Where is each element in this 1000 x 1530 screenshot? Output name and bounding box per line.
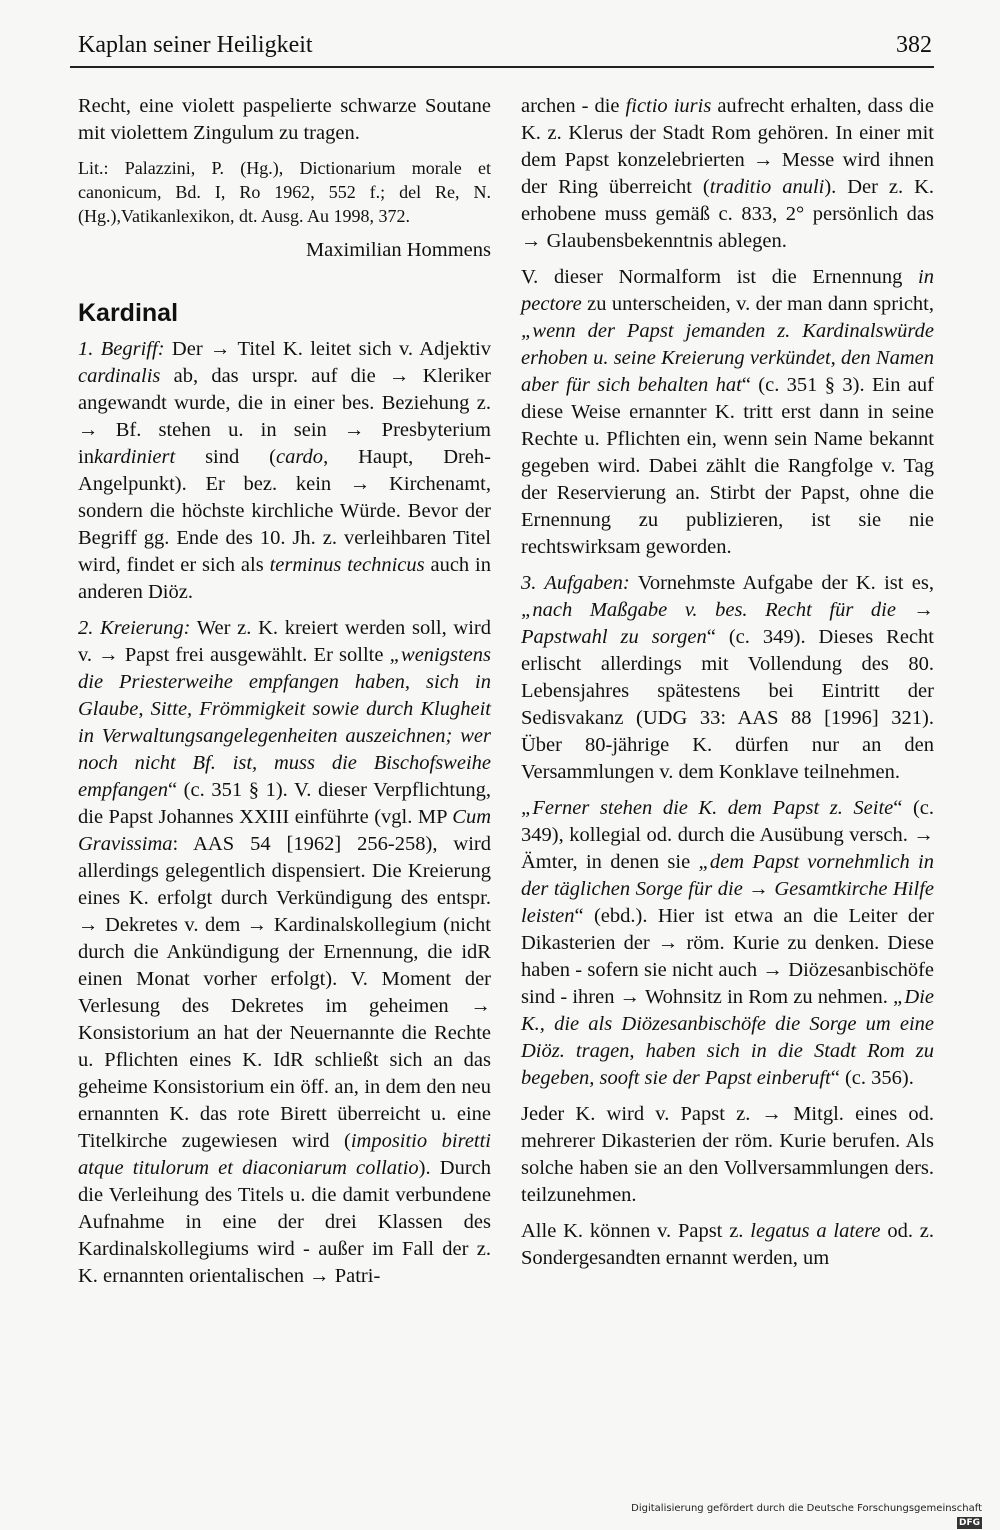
italic-term: kardiniert xyxy=(93,446,176,468)
text-run: archen - die xyxy=(521,95,626,117)
text-run: “ (ebd.). Hier ist etwa an die Leiter der Dikasterien der → röm. Kurie zu denken. Diese haben - sofern sie nicht auch → Diözesanbischöfe sind - ihren → Wohnsitz in Rom zu nehmen. xyxy=(521,905,934,1008)
header-rule xyxy=(70,66,934,68)
literature-reference: Lit.: Palazzini, P. (Hg.), Dictionarium morale et canonicum, Bd. I, Ro 1962, 552 f.; del Re, N. (Hg.),Vatikanlexikon, dt. Ausg. Au 1998, 372. xyxy=(78,158,491,226)
section-heading: 3. Aufgaben: xyxy=(521,572,630,594)
entry-title: Kardinal xyxy=(78,299,179,327)
italic-quote: „wenigstens die Priesterweihe empfangen haben, sich in Glaube, Sitte, Frömmigkeit sowie durch Klugheit in Verwaltungsangelegenheiten auszeichnen; wer noch nicht Bf. ist, muss die Bischofsweihe empfangen xyxy=(78,644,491,801)
italic-quote: „Ferner stehen die K. dem Papst z. Seite xyxy=(521,797,894,819)
paragraph xyxy=(521,93,934,255)
text-run: od. z. Sondergesandten ernannt werden, um xyxy=(521,1220,935,1269)
paragraph: Jeder K. wird v. Papst z. → Mitgl. eines od. mehrerer Dikasterien der röm. Kurie berufen. Als solche haben sie an den Vollversammlungen ders. teilzunehmen. xyxy=(521,1103,934,1206)
author-name: Maximilian Hommens xyxy=(305,239,491,261)
italic-term: traditio anuli xyxy=(709,176,825,198)
italic-term: cardinalis xyxy=(78,365,161,387)
text-run: “ (c. 349). Dieses Recht erlischt allerdings mit Vollendung des 80. Lebensjahres spätestens bei Eintritt der Sedisvakanz (UDG 33: AAS 88 [1996] 321). Über 80-jährige K. dürfen nur an den Versammlungen v. dem Konklave teilnehmen. xyxy=(521,626,934,783)
text-run: , Haupt, Dreh- Angelpunkt). Er bez. kein → Kirchenamt, sondern die höchste kirchliche Würde. Bevor der Begriff gg. Ende des 10. Jh. z. verleihbaren Titel wird, findet er sich als xyxy=(78,446,492,576)
paragraph xyxy=(521,264,934,561)
italic-quote: „wenn der Papst jemanden z. Kardinalswürde erhoben u. seine Kreierung verkündet, den Namen aber für sich behalten hat xyxy=(521,320,934,396)
text-run: “ (c. 349), kollegial od. durch die Ausübung versch. → Ämter, in denen sie xyxy=(521,797,934,873)
text-run: sind ( xyxy=(175,446,276,468)
italic-term: cardo xyxy=(275,446,324,468)
paragraph xyxy=(521,1218,934,1272)
section-heading: 2. Kreierung: xyxy=(78,617,191,639)
text-run: “ (c. 351 § 1). V. dieser Verpflichtung, die Papst Johannes XXIII einführte (vgl. MP xyxy=(78,779,491,828)
text-run: Wer z. K. kreiert werden soll, wird v. → Papst frei ausgewählt. Er sollte xyxy=(78,617,491,666)
section-kreierung xyxy=(78,615,491,1290)
page-number: 382 xyxy=(896,32,932,58)
text-run: ab, das urspr. auf die → Kleriker angewandt wurde, die in einer bes. Beziehung z. → Bf. stehen u. in sein → Presbyterium in xyxy=(78,365,491,468)
italic-term: impositio biretti atque titulorum et diaconiarum collatio xyxy=(78,1130,491,1179)
italic-quote: „dem Papst vornehmlich in der täglichen Sorge für die → Gesamtkirche Hilfe leisten xyxy=(521,851,935,927)
text-run: auch in anderen Diöz. xyxy=(78,554,491,603)
right-column xyxy=(521,93,934,1272)
italic-term: Cum Gravissima xyxy=(78,806,491,855)
section-aufgaben xyxy=(521,570,934,786)
text-run: Der → Titel K. leitet sich v. Adjektiv xyxy=(164,338,492,360)
section-heading: 1. Begriff: xyxy=(78,338,165,360)
text-run: ). Der z. K. erhobene muss gemäß c. 833, 2° persönlich das → Glaubensbekenntnis ablegen. xyxy=(521,176,934,252)
text-run: Vornehmste Aufgabe der K. ist es, xyxy=(629,572,934,594)
continued-paragraph: Recht, eine violett paspelierte schwarze Soutane mit violettem Zingulum zu tragen. xyxy=(78,95,491,144)
italic-quote: „Die K., die als Diözesanbischöfe die Sorge um eine Diöz. tragen, haben sich in die Stadt Rom zu begeben, sooft sie der Papst einberuft xyxy=(521,986,934,1089)
italic-term: legatus a latere xyxy=(750,1220,881,1242)
text-run: : AAS 54 [1962] 256-258), wird allerdings gelegentlich dispensiert. Die Kreierung eines K. erfolgt durch Verkündigung des entspr. → Dekretes v. dem → Kardinalskollegium (nicht durch die Ankündigung der Ernennung, die idR einen Monat vorher erfolgt). V. Moment der Verlesung des Dekretes im geheimen → Konsistorium an hat der Neuernannte die Rechte u. Pflichten eines K. IdR schließt sich an das geheime Konsistorium ein öff. an, in dem den neu ernannten K. das rote Birett überreicht u. eine Titelkirche zugewiesen wird ( xyxy=(78,833,491,1152)
text-run: aufrecht erhalten, dass die K. z. Klerus der Stadt Rom gehören. In einer mit dem Papst konzelebrierten → Messe wird ihnen der Ring überreicht ( xyxy=(521,95,934,198)
italic-quote: „nach Maßgabe v. bes. Recht für die → Papstwahl zu sorgen xyxy=(521,599,934,648)
running-header-title: Kaplan seiner Heiligkeit xyxy=(78,32,313,58)
italic-term: in pectore xyxy=(521,266,934,315)
paragraph xyxy=(521,795,934,1092)
left-column xyxy=(78,93,491,1290)
dfg-logo: DFG xyxy=(958,1518,980,1528)
section-begriff xyxy=(78,336,491,606)
italic-term: terminus technicus xyxy=(269,554,425,576)
text-run: Alle K. können v. Papst z. xyxy=(521,1220,751,1242)
digitization-credit xyxy=(612,1502,982,1530)
italic-term: fictio iuris xyxy=(625,95,712,117)
text-run: zu unterscheiden, v. der man dann spricht, xyxy=(581,293,934,315)
text-run: “ (c. 356). xyxy=(830,1067,914,1089)
text-run: “ (c. 351 § 3). Ein auf diese Weise ernannter K. tritt erst dann in seine Rechte u. Pflichten ein, wenn sein Name bekannt gegeben wird. Dabei zählt die Rangfolge v. Tag der Reservierung an. Stirbt der Papst, ohne die Ernennung zu publizieren, ist sie nie rechtswirksam geworden. xyxy=(521,374,935,558)
text-run: ). Durch die Verleihung des Titels u. die damit verbundene Aufnahme in eine der drei Klassen des Kardinalskollegiums wird - außer im Fall der z. K. ernannten orientalischen → Patri- xyxy=(78,1157,492,1287)
credit-text: Digitalisierung gefördert durch die Deutsche Forschungsgemeinschaft xyxy=(631,1503,982,1514)
text-run: V. dieser Normalform ist die Ernennung xyxy=(521,266,919,288)
